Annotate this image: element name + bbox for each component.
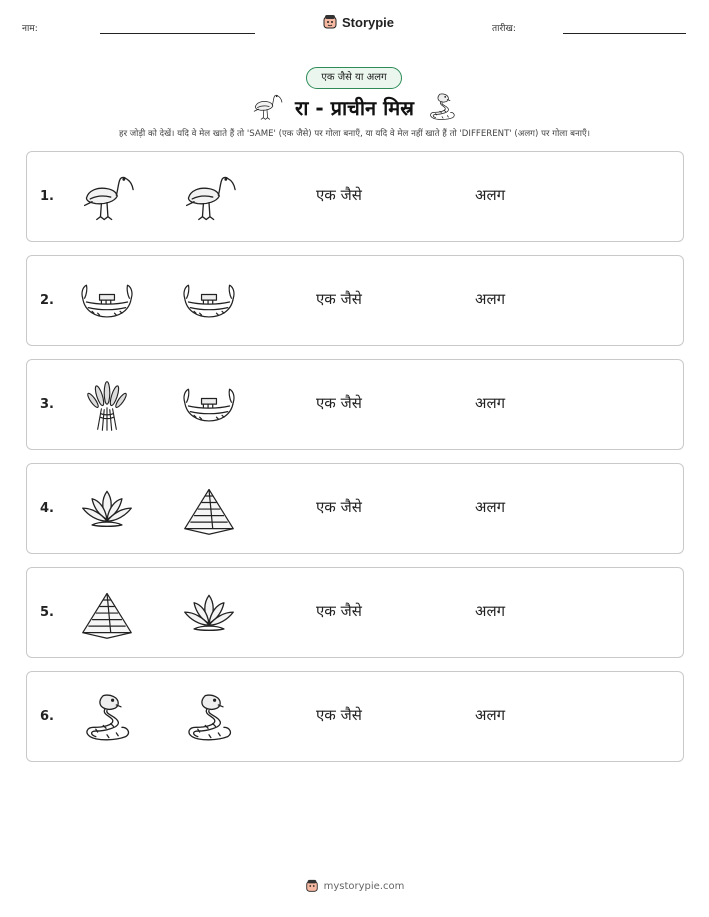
- ibis-bird-icon: [181, 170, 237, 226]
- question-number: 2.: [40, 293, 54, 308]
- cobra-icon: [426, 91, 458, 123]
- pyramid-icon: [79, 586, 135, 642]
- different-option[interactable]: अलग: [475, 498, 506, 516]
- question-number: 1.: [40, 189, 54, 204]
- boat-icon: [79, 274, 135, 330]
- storypie-mascot-icon: [322, 14, 338, 30]
- question-row-5: [26, 567, 684, 658]
- ibis-bird-icon: [79, 170, 135, 226]
- same-option[interactable]: एक जैसे: [316, 602, 362, 620]
- instructions: हर जोड़ी को देखें। यदि वे मेल खाते हैं तो 'SAME' (एक जैसे) पर गोला बनाएँ, या यदि वे मेल नहीं खाते हैं तो 'DIFFERENT' (अलग) पर गोला बनाएँ।: [119, 129, 590, 139]
- cobra-icon: [181, 690, 237, 746]
- question-row-1: [26, 151, 684, 242]
- storypie-mascot-icon: [305, 879, 319, 893]
- lotus-icon: [79, 482, 135, 538]
- date-label: तारीख:: [492, 24, 516, 34]
- question-row-2: [26, 255, 684, 346]
- worksheet-title: रा - प्राचीन मिस्र: [295, 95, 414, 120]
- question-number: 6.: [40, 709, 54, 724]
- worksheet-header: [0, 0, 709, 40]
- different-option[interactable]: अलग: [475, 186, 506, 204]
- different-option[interactable]: अलग: [475, 394, 506, 412]
- different-option[interactable]: अलग: [475, 706, 506, 724]
- same-option[interactable]: एक जैसे: [316, 186, 362, 204]
- lotus-icon: [181, 586, 237, 642]
- question-row-3: [26, 359, 684, 450]
- date-line[interactable]: [563, 33, 686, 34]
- same-option[interactable]: एक जैसे: [316, 498, 362, 516]
- worksheet-title-bar: [0, 90, 709, 124]
- brand-name: Storypie: [342, 14, 395, 30]
- question-number: 3.: [40, 397, 54, 412]
- same-option[interactable]: एक जैसे: [316, 706, 362, 724]
- pyramid-icon: [181, 482, 237, 538]
- boat-icon: [181, 378, 237, 434]
- wheat-icon: [79, 378, 135, 434]
- same-option[interactable]: एक जैसे: [316, 290, 362, 308]
- boat-icon: [181, 274, 237, 330]
- question-row-4: [26, 463, 684, 554]
- different-option[interactable]: अलग: [475, 290, 506, 308]
- question-number: 5.: [40, 605, 54, 620]
- different-option[interactable]: अलग: [475, 602, 506, 620]
- footer-url[interactable]: mystorypie.com: [323, 880, 405, 892]
- question-row-6: [26, 671, 684, 762]
- cobra-icon: [79, 690, 135, 746]
- name-label: नाम:: [22, 24, 38, 34]
- worksheet-type-tag: एक जैसे या अलग: [306, 67, 402, 89]
- brand-logo: [322, 14, 394, 30]
- same-option[interactable]: एक जैसे: [316, 394, 362, 412]
- question-number: 4.: [40, 501, 54, 516]
- ibis-bird-icon: [251, 91, 283, 123]
- footer: [0, 879, 709, 893]
- name-line[interactable]: [100, 33, 255, 34]
